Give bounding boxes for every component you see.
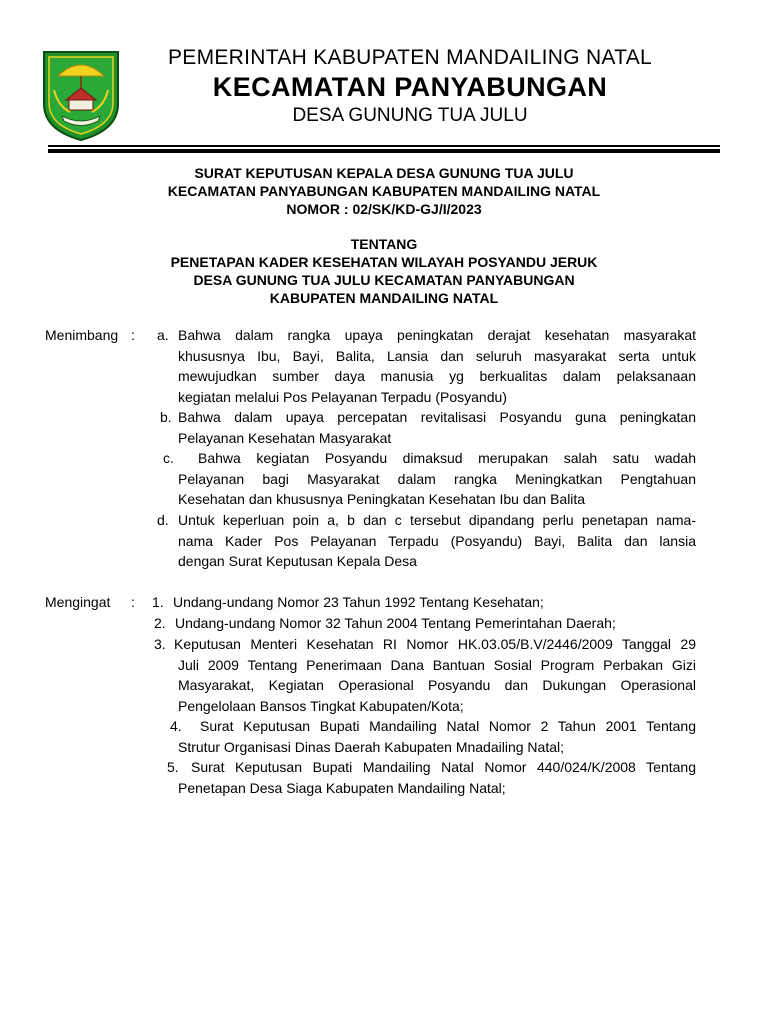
list-item-line: Surat Keputusan Bupati Mandailing Natal Nomor 440/024/K/2008 Tentang [191, 759, 696, 775]
list-item [178, 325, 696, 407]
list-item [178, 757, 696, 798]
list-marker: c. [163, 450, 174, 466]
letterhead-village: DESA GUNUNG TUA JULU [292, 105, 528, 126]
header-divider-thin [48, 145, 720, 147]
list-item [173, 592, 691, 613]
list-marker: 4. [170, 718, 182, 734]
list-marker: b. [160, 409, 172, 425]
list-item-line: Bahwa kegiatan Posyandu dimaksud merupakan salah satu wadah [198, 450, 696, 466]
list-marker: a. [157, 327, 169, 343]
subject-line: KABUPATEN MANDAILING NATAL [269, 290, 499, 306]
list-marker: 3. [154, 636, 166, 652]
list-marker: 5. [167, 759, 179, 775]
list-item-line: Pelayanan bagi Masyarakat dalam rangka Meningkatkan Pengtahuan [178, 470, 696, 487]
decree-title-line: KECAMATAN PANYABUNGAN KABUPATEN MANDAILING NATAL [167, 183, 601, 199]
list-item-line: Keputusan Menteri Kesehatan RI Nomor HK.03.05/B.V/2446/2009 Tanggal 29 [174, 636, 696, 652]
subject-line: DESA GUNUNG TUA JULU KECAMATAN PANYABUNGAN [193, 272, 575, 288]
menimbang-label: Menimbang [45, 327, 119, 343]
list-item-line: Kesehatan dan khususnya Peningkatan Kesehatan Ibu dan Balita [178, 491, 586, 507]
regency-emblem-logo [40, 46, 122, 142]
list-item [178, 510, 696, 572]
mengingat-colon: : [131, 594, 135, 610]
decree-title-line: SURAT KEPUTUSAN KEPALA DESA GUNUNG TUA JULU [194, 165, 574, 181]
list-item-line: Undang-undang Nomor 23 Tahun 1992 Tentang Kesehatan; [173, 594, 544, 610]
list-marker: 1. [152, 594, 164, 610]
list-item-line: Bahwa dalam upaya percepatan revitalisasi Posyandu guna peningkatan [178, 409, 696, 425]
list-marker: 2. [154, 615, 166, 631]
subject-line: PENETAPAN KADER KESEHATAN WILAYAH POSYANDU JERUK [170, 254, 598, 270]
list-item-line: Penetapan Desa Siaga Kabupaten Mandailing Natal; [178, 779, 506, 796]
list-item-line: Undang-undang Nomor 32 Tahun 2004 Tentang Pemerintahan Daerah; [175, 615, 616, 631]
subject-heading: TENTANG [350, 236, 418, 252]
list-item-line: nama Kader Pos Pelayanan Terpadu (Posyandu) Bayi, Balita dan lansia [178, 532, 696, 549]
list-item-line: Surat Keputusan Bupati Mandailing Natal Nomor 2 Tahun 2001 Tentang [200, 718, 696, 734]
letterhead-government: PEMERINTAH KABUPATEN MANDAILING NATAL [167, 46, 653, 69]
list-marker: d. [157, 512, 169, 528]
list-item [178, 716, 696, 757]
list-item-line: Untuk keperluan poin a, b dan c tersebut dipandang perlu penetapan nama- [178, 512, 696, 528]
list-item-line: khususnya Ibu, Bayi, Balita, Lansia dan seluruh masyarakat serta untuk [178, 347, 696, 364]
list-item [175, 613, 693, 634]
list-item-line: Pelayanan Kesehatan Masyarakat [178, 429, 392, 446]
list-item-line: Masyarakat, Kegiatan Operasional Posyandu dan Dukungan Operasional [178, 677, 696, 693]
decree-number: NOMOR : 02/SK/KD-GJ/I/2023 [286, 201, 482, 217]
list-item [178, 407, 696, 448]
menimbang-colon: : [131, 327, 135, 343]
decree-title [84, 164, 684, 218]
list-item-line: dengan Surat Keputusan Kepala Desa [178, 553, 417, 569]
header-divider-thick [48, 149, 720, 153]
list-item-line: kegiatan melalui Pos Pelayanan Terpadu (Posyandu) [178, 388, 507, 405]
list-item [178, 448, 696, 510]
list-item [174, 634, 696, 716]
decree-subject [84, 235, 684, 307]
list-item-line: Strutur Organisasi Dinas Daerah Kabupaten Mnadailing Natal; [178, 738, 564, 755]
list-item-line: Juli 2009 Tentang Penerimaan Dana Bantuan Sosial Program Perbakan Gizi [178, 656, 696, 673]
list-item-line: Pengelolaan Bansos Tingkat Kabupaten/Kota; [178, 697, 464, 714]
list-item-line: mewujudkan sumber daya manusia yg berkualitas dalam pelaksanaan [178, 368, 696, 384]
list-item-line: Bahwa dalam rangka upaya peningkatan derajat kesehatan masyarakat [178, 327, 696, 343]
mengingat-label: Mengingat [45, 594, 111, 610]
letterhead-district: KECAMATAN PANYABUNGAN [212, 72, 608, 102]
